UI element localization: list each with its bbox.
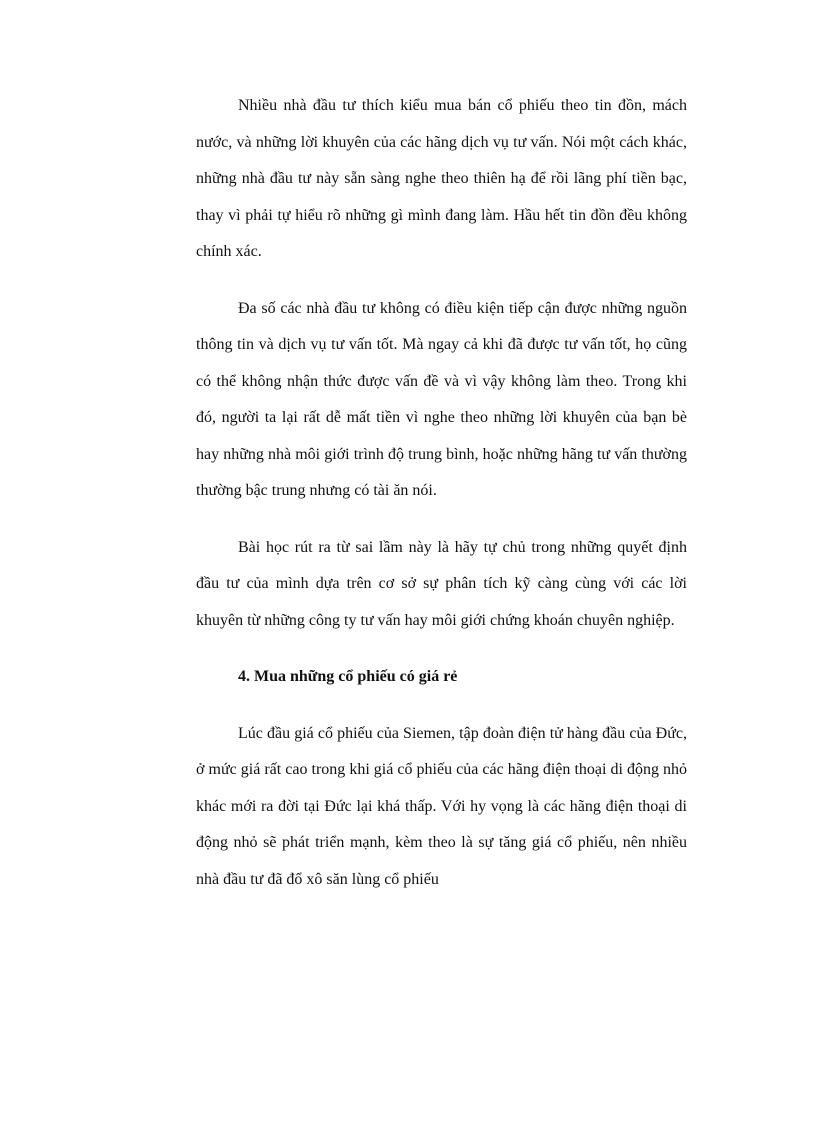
section-heading: 4. Mua những cổ phiếu có giá rẻ <box>238 668 458 685</box>
paragraph-lesson: Bài học rút ra từ sai lầm này là hãy tự chủ trong những quyết định đầu tư của mình dựa trên cơ sở sự phân tích kỹ càng cùng với các lời khuyên từ những công ty tư vấn hay môi giới chứng khoán chuyên nghiệp. <box>196 538 687 629</box>
paragraph-gap <box>196 271 687 291</box>
paragraph-rumors: Nhiều nhà đầu tư thích kiểu mua bán cổ phiếu theo tin đồn, mách nước, và những lời khuyên của các hãng dịch vụ tư vấn. Nói một cách khác, những nhà đầu tư này sẵn sàng nghe theo thiên hạ để rồi lãng phí tiền bạc, thay vì phải tự hiểu rõ những gì mình đang làm. Hầu hết tin đồn đều không chính xác. <box>196 97 687 260</box>
paragraph-gap <box>196 696 687 716</box>
paragraph-gap <box>196 510 687 530</box>
paragraph-siemens: Lúc đầu giá cổ phiếu của Siemen, tập đoàn điện tử hàng đầu của Đức, ở mức giá rất cao trong khi giá cổ phiếu của các hãng điện thoại di động nhỏ khác mới ra đời tại Đức lại khá thấp. Với hy vọng là các hãng điện thoại di động nhỏ sẽ phát triển mạnh, kèm theo là sự tăng giá cổ phiếu, nên nhiều nhà đầu tư đã đổ xô săn lùng cổ phiếu <box>196 724 687 888</box>
paragraph-advice-access: Đa số các nhà đầu tư không có điều kiện tiếp cận được những nguồn thông tin và dịch vụ tư vấn tốt. Mà ngay cả khi đã được tư vấn tốt, họ cũng có thể không nhận thức được vấn đề và vì vậy không làm theo. Trong khi đó, người ta lại rất dễ mất tiền vì nghe theo những lời khuyên của bạn bè hay những nhà môi giới trình độ trung bình, hoặc những hãng tư vấn thường thường bậc trung nhưng có tài ăn nói. <box>196 299 687 499</box>
document-page <box>196 88 687 898</box>
paragraph-gap <box>196 639 687 659</box>
